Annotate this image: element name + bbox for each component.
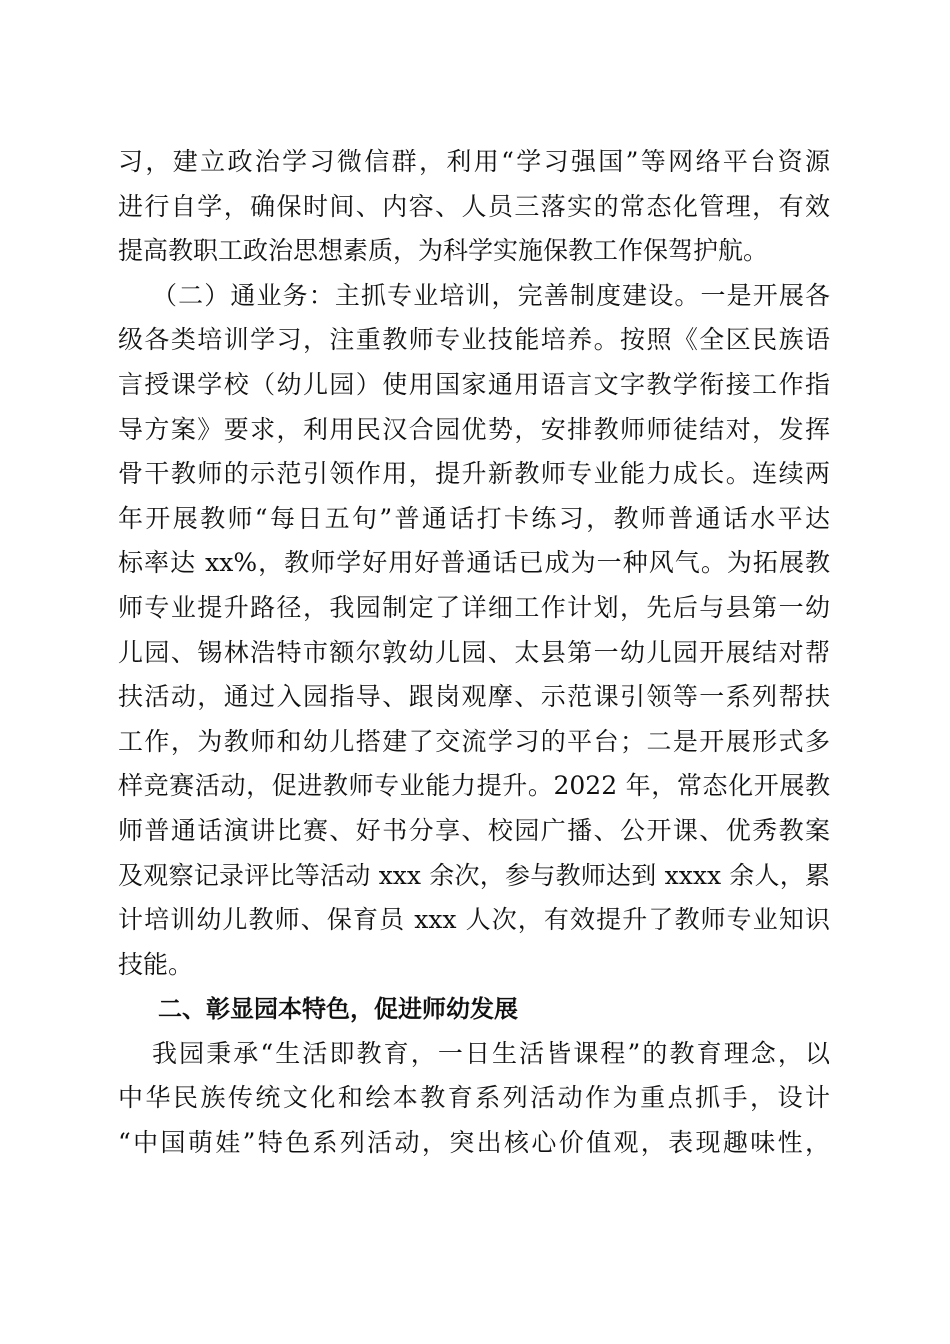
paragraph-line: 扶活动，通过入园指导、跟岗观摩、示范课引领等一系列帮扶: [118, 682, 830, 712]
paragraph-professional-training: [118, 274, 830, 988]
paragraph-line: “中国萌娃”特色系列活动，突出核心价值观，表现趣味性，: [118, 1128, 830, 1158]
paragraph-line: 导方案》要求，利用民汉合园优势，安排教师师徒结对，发挥: [118, 414, 830, 444]
paragraph-line: 习，建立政治学习微信群，利用“学习强国”等网络平台资源: [118, 147, 830, 176]
paragraph-line: 级各类培训学习，注重教师专业技能培养。按照《全区民族语: [118, 325, 830, 355]
paragraph-political-study: [118, 140, 830, 274]
paragraph-line: 提高教职工政治思想素质，为科学实施保教工作保驾护航。: [118, 236, 769, 266]
paragraph-line: 师专业提升路径，我园制定了详细工作计划，先后与县第一幼: [118, 592, 830, 622]
paragraph-line: 样竞赛活动，促进教师专业能力提升。2022 年，常态化开展教: [118, 771, 830, 801]
paragraph-line: 中华民族传统文化和绘本教育系列活动作为重点抓手，设计: [118, 1083, 830, 1113]
paragraph-kindergarten-features: [118, 1032, 830, 1166]
paragraph-line: 我园秉承“生活即教育，一日生活皆课程”的教育理念，以: [152, 1038, 830, 1068]
section-heading: 二、彰显园本特色，促进师幼发展: [158, 995, 518, 1024]
paragraph-line: 技能。: [118, 949, 194, 979]
paragraph-line: 工作，为教师和幼儿搭建了交流学习的平台；二是开展形式多: [118, 726, 830, 756]
paragraph-line: （二）通业务：主抓专业培训，完善制度建设。一是开展各: [152, 280, 830, 310]
paragraph-line: 及观察记录评比等活动 xxx 余次，参与教师达到 xxxx 余人，累: [118, 860, 830, 890]
paragraph-line: 标率达 xx%，教师学好用好普通话已成为一种风气。为拓展教: [118, 548, 830, 578]
document-body: [118, 140, 830, 1166]
paragraph-line: 年开展教师“每日五句”普通话打卡练习，教师普通话水平达: [118, 503, 830, 533]
paragraph-line: 儿园、锡林浩特市额尔敦幼儿园、太县第一幼儿园开展结对帮: [118, 637, 830, 667]
paragraph-line: 师普通话演讲比赛、好书分享、校园广播、公开课、优秀教案: [118, 815, 830, 845]
paragraph-line: 言授课学校（幼儿园）使用国家通用语言文字教学衔接工作指: [118, 369, 830, 399]
paragraph-line: 进行自学，确保时间、内容、人员三落实的常态化管理，有效: [118, 191, 830, 221]
paragraph-line: 骨干教师的示范引领作用，提升新教师专业能力成长。连续两: [118, 459, 830, 489]
paragraph-line: 计培训幼儿教师、保育员 xxx 人次，有效提升了教师专业知识: [118, 905, 830, 935]
